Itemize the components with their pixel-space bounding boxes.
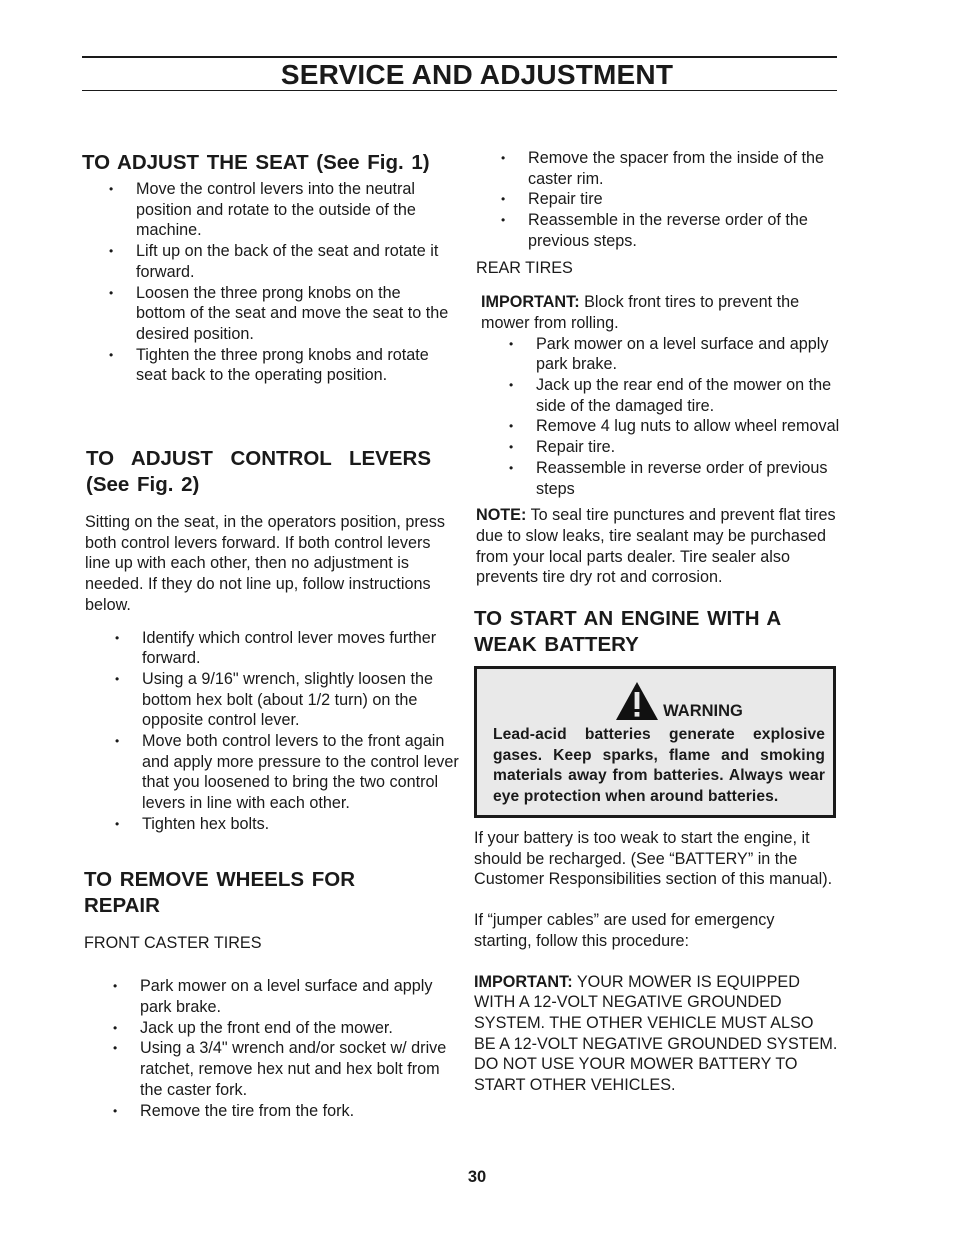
wheels-section [82, 867, 462, 1122]
list-item: • Tighten hex bolts. [115, 814, 463, 835]
battery-section [474, 606, 854, 1096]
seat-steps-list [109, 179, 449, 386]
note-text: To seal tire punctures and prevent flat tires due to slow leaks, tire sealant may be purchased from your local parts dealer. Tire sealer also prevents tire dry rot and corrosion. [476, 506, 836, 587]
list-item: • Remove the tire from the fork. [113, 1101, 463, 1122]
rear-tires-steps-list [509, 334, 854, 500]
page-title: SERVICE AND ADJUSTMENT [280, 59, 674, 90]
battery-recharge-paragraph: If your battery is too weak to start the engine, it should be recharged. (See “BATTERY” in the Customer Responsibilities section of this manual). [474, 829, 833, 889]
warning-triangle-icon [615, 681, 659, 721]
rear-tires-label: REAR TIRES [476, 258, 573, 277]
note-label: NOTE: [476, 506, 527, 525]
page-number: 30 [467, 1168, 487, 1186]
list-item: • Move both control levers to the front again and apply more pressure to the control lever that you loosened to bring the two control levers in line with each other. [115, 731, 463, 814]
list-item: • Using a 3/4" wrench and/or socket w/ drive ratchet, remove hex nut and hex bolt from the caster fork. [113, 1038, 463, 1100]
jumper-cables-paragraph: If “jumper cables” are used for emergency starting, follow this procedure: [474, 911, 775, 950]
list-item: • Repair tire. [509, 437, 854, 458]
levers-intro: Sitting on the seat, in the operators position, press both control levers forward. If both control levers line up with each other, then no adjustment is needed. If they do not line up, follow instructions below. [85, 513, 445, 614]
front-tires-steps-continued [501, 148, 831, 252]
list-item: • Remove 4 lug nuts to allow wheel removal [509, 416, 854, 437]
list-item: • Move the control levers into the neutral position and rotate to the outside of the machine. [109, 179, 449, 241]
battery-important-label: IMPORTANT: [474, 972, 573, 991]
right-column [474, 148, 854, 1096]
wheels-heading: TO REMOVE WHEELS FOR REPAIR [84, 867, 355, 917]
list-item: • Using a 9/16" wrench, slightly loosen the bottom hex bolt (about 1/2 turn) on the opposite control lever. [115, 669, 463, 731]
battery-important-text: YOUR MOWER IS EQUIPPED WITH A 12-VOLT NEGATIVE GROUNDED SYSTEM. THE OTHER VEHICLE MUST ALSO BE A 12-VOLT NEGATIVE GROUNDED SYSTEM. DO NOT USE YOUR MOWER BATTERY TO START OTHER VEHICLES. [474, 972, 838, 1095]
rear-important-label: IMPORTANT: [481, 293, 580, 312]
battery-heading: TO START AN ENGINE WITH A WEAK BATTERY [474, 607, 781, 657]
battery-important-note [474, 972, 839, 1096]
levers-section [82, 446, 462, 835]
warning-box [474, 666, 836, 818]
list-item: • Reassemble in the reverse order of the previous steps. [501, 210, 831, 251]
seat-section [82, 150, 462, 386]
list-item: • Remove the spacer from the inside of the caster rim. [501, 148, 831, 189]
list-item: • Reassemble in reverse order of previous steps [509, 458, 854, 499]
warning-title: WARNING [663, 702, 743, 721]
header-rule-bottom [82, 90, 837, 91]
list-item: • Jack up the rear end of the mower on the side of the damaged tire. [509, 375, 854, 416]
levers-heading: TO ADJUST CONTROL LEVERS (See Fig. 2) [86, 447, 431, 497]
front-tires-label: FRONT CASTER TIRES [84, 933, 262, 952]
rear-important-note [481, 292, 846, 333]
list-item: • Jack up the front end of the mower. [113, 1018, 463, 1039]
list-item: • Park mower on a level surface and apply park brake. [509, 334, 854, 375]
list-item: • Repair tire [501, 189, 831, 210]
rear-important-text: Block front tires to prevent the mower from rolling. [481, 293, 800, 332]
warning-header [533, 675, 825, 721]
list-item: • Identify which control lever moves further forward. [115, 628, 463, 669]
front-tires-steps-list [113, 976, 463, 1121]
levers-steps-list [115, 628, 463, 835]
list-item: • Tighten the three prong knobs and rotate seat back to the operating position. [109, 345, 449, 386]
warning-text: Lead-acid batteries generate explosive gases. Keep sparks, flame and smoking materials away from batteries. Always wear eye protection when around batteries. [493, 726, 825, 805]
left-column [82, 150, 462, 1121]
seat-heading: TO ADJUST THE SEAT (See Fig. 1) [82, 151, 430, 174]
tire-sealant-note [476, 505, 836, 588]
list-item: • Loosen the three prong knobs on the bottom of the seat and move the seat to the desired position. [109, 283, 449, 345]
list-item: • Lift up on the back of the seat and rotate it forward. [109, 241, 449, 282]
list-item: • Park mower on a level surface and apply park brake. [113, 976, 463, 1017]
